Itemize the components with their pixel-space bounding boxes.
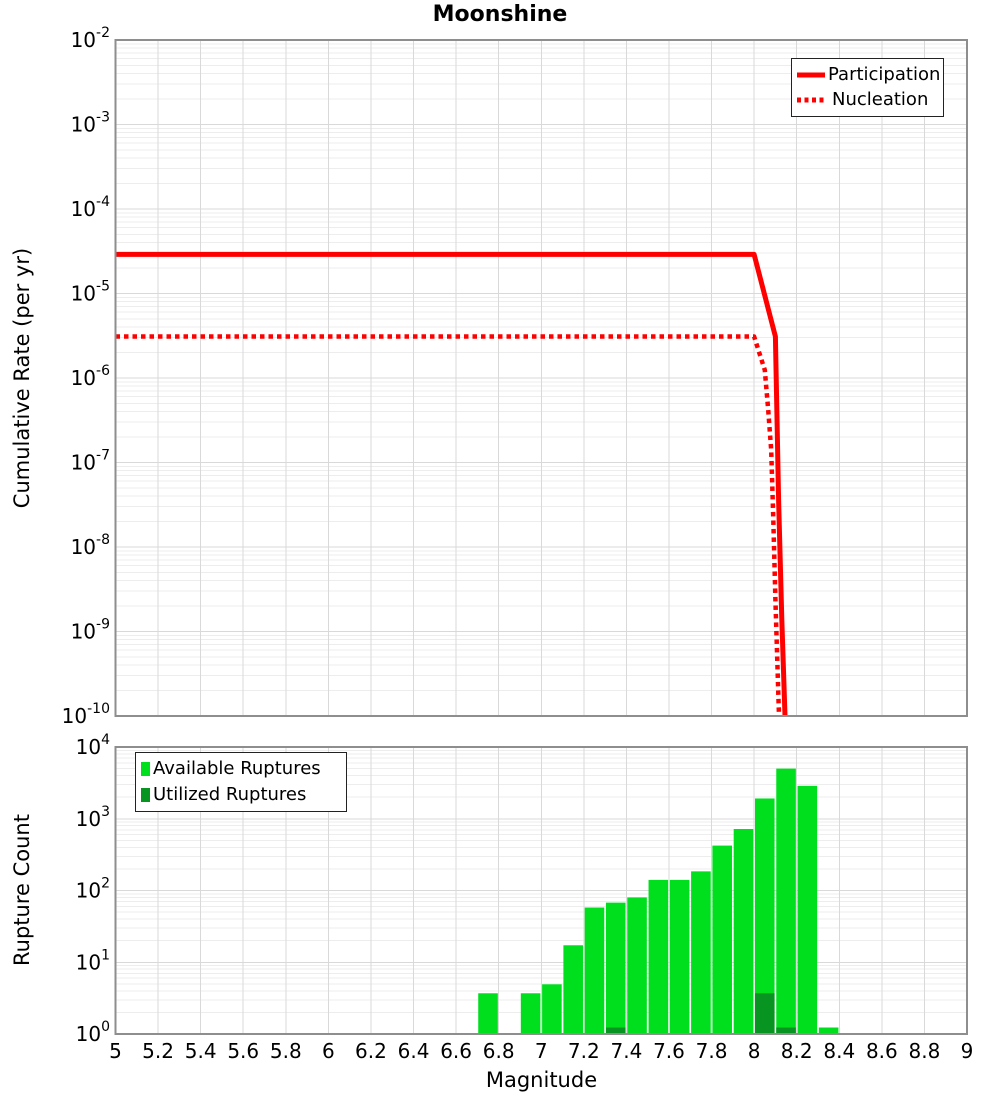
available-bar	[776, 769, 796, 1034]
available-bar	[649, 880, 669, 1034]
legend-row-utilized	[141, 783, 346, 805]
available-bar	[734, 829, 754, 1033]
x-tick-label: 6.8	[482, 1039, 515, 1063]
top-y-axis-title: Cumulative Rate (per yr)	[10, 247, 34, 509]
x-tick-label: 7.4	[610, 1039, 643, 1063]
x-tick-label: 5	[109, 1039, 122, 1063]
axis-tick-labels	[62, 25, 974, 1063]
svg-text:101: $10^1$	[75, 947, 110, 975]
nucleation-line	[116, 337, 780, 717]
available-bar	[691, 871, 711, 1033]
utilized-ruptures-swatch-icon	[141, 788, 150, 802]
bottom-y-axis-title: Rupture Count	[10, 814, 34, 966]
x-tick-label: 5.2	[142, 1039, 174, 1063]
x-tick-label: 7.2	[567, 1039, 600, 1063]
svg-text:10-9: $10^{-9}$	[70, 616, 110, 644]
svg-text:103: $10^3$	[75, 803, 110, 831]
svg-text:10-7: $10^{-7}$	[70, 447, 110, 475]
legend-label-utilized: Utilized Ruptures	[153, 783, 307, 805]
available-bar	[521, 993, 541, 1033]
legend-label-nucleation: Nucleation	[832, 89, 929, 110]
legend-row-available	[141, 760, 346, 778]
x-tick-label: 9	[960, 1039, 974, 1063]
x-tick-label: 8.6	[865, 1039, 898, 1063]
svg-text:102: $10^2$	[75, 875, 110, 903]
available-bar	[670, 880, 690, 1034]
x-tick-label: 6.2	[355, 1039, 387, 1063]
x-tick-label: 6.6	[440, 1039, 473, 1063]
svg-text:10-5: $10^{-5}$	[70, 278, 110, 306]
svg-text:10-4: $10^{-4}$	[70, 194, 110, 221]
x-tick-label: 7.8	[695, 1039, 728, 1063]
available-bar	[478, 993, 498, 1033]
available-ruptures-swatch-icon	[141, 762, 150, 776]
svg-text:100: $10^0$	[75, 1019, 110, 1046]
rate-legend	[791, 58, 944, 117]
x-tick-label: 8.4	[823, 1039, 856, 1063]
available-bar	[585, 908, 605, 1034]
svg-text:10-10: $10^{-10}$	[61, 701, 110, 728]
x-tick-label: 7.6	[653, 1039, 685, 1063]
svg-text:104: $10^4$	[75, 732, 110, 759]
x-tick-label: 7	[534, 1039, 548, 1063]
legend-label-participation: Participation	[828, 64, 941, 85]
available-bar	[606, 903, 626, 1034]
chart-title: Moonshine	[432, 2, 568, 27]
legend-label-available: Available Ruptures	[153, 758, 321, 780]
x-tick-label: 6.4	[397, 1039, 430, 1063]
nucleation-dotted-line-icon	[797, 97, 825, 103]
available-bar	[798, 786, 818, 1034]
utilized-bar	[755, 993, 775, 1033]
utilized-bar	[776, 1028, 796, 1034]
x-tick-label: 5.8	[269, 1039, 302, 1063]
x-tick-label: 8.8	[908, 1039, 941, 1063]
x-tick-label: 6	[322, 1039, 335, 1063]
x-tick-label: 5.4	[184, 1039, 217, 1063]
svg-text:10-2: $10^{-2}$	[70, 25, 110, 52]
available-bar	[542, 984, 562, 1033]
utilized-bar	[606, 1028, 626, 1034]
svg-text:10-6: $10^{-6}$	[70, 363, 110, 390]
available-bar	[563, 945, 583, 1033]
x-tick-label: 8	[747, 1039, 761, 1063]
legend-row-nucleation	[797, 91, 943, 109]
participation-line-icon	[797, 72, 825, 78]
x-tick-label: 8.2	[780, 1039, 813, 1063]
svg-text:10-8: $10^{-8}$	[70, 532, 110, 559]
x-axis-title: Magnitude	[485, 1068, 598, 1092]
rupture-legend	[135, 752, 347, 812]
svg-text:10-3: $10^{-3}$	[70, 109, 110, 137]
rupture-bars	[478, 769, 838, 1034]
legend-row-participation	[797, 66, 943, 84]
x-tick-label: 5.6	[227, 1039, 260, 1063]
available-bar	[712, 846, 732, 1034]
available-bar	[627, 897, 647, 1033]
rate-lines	[116, 254, 786, 716]
available-bar	[819, 1028, 839, 1034]
participation-line	[116, 254, 786, 716]
grid-major	[116, 40, 968, 1034]
